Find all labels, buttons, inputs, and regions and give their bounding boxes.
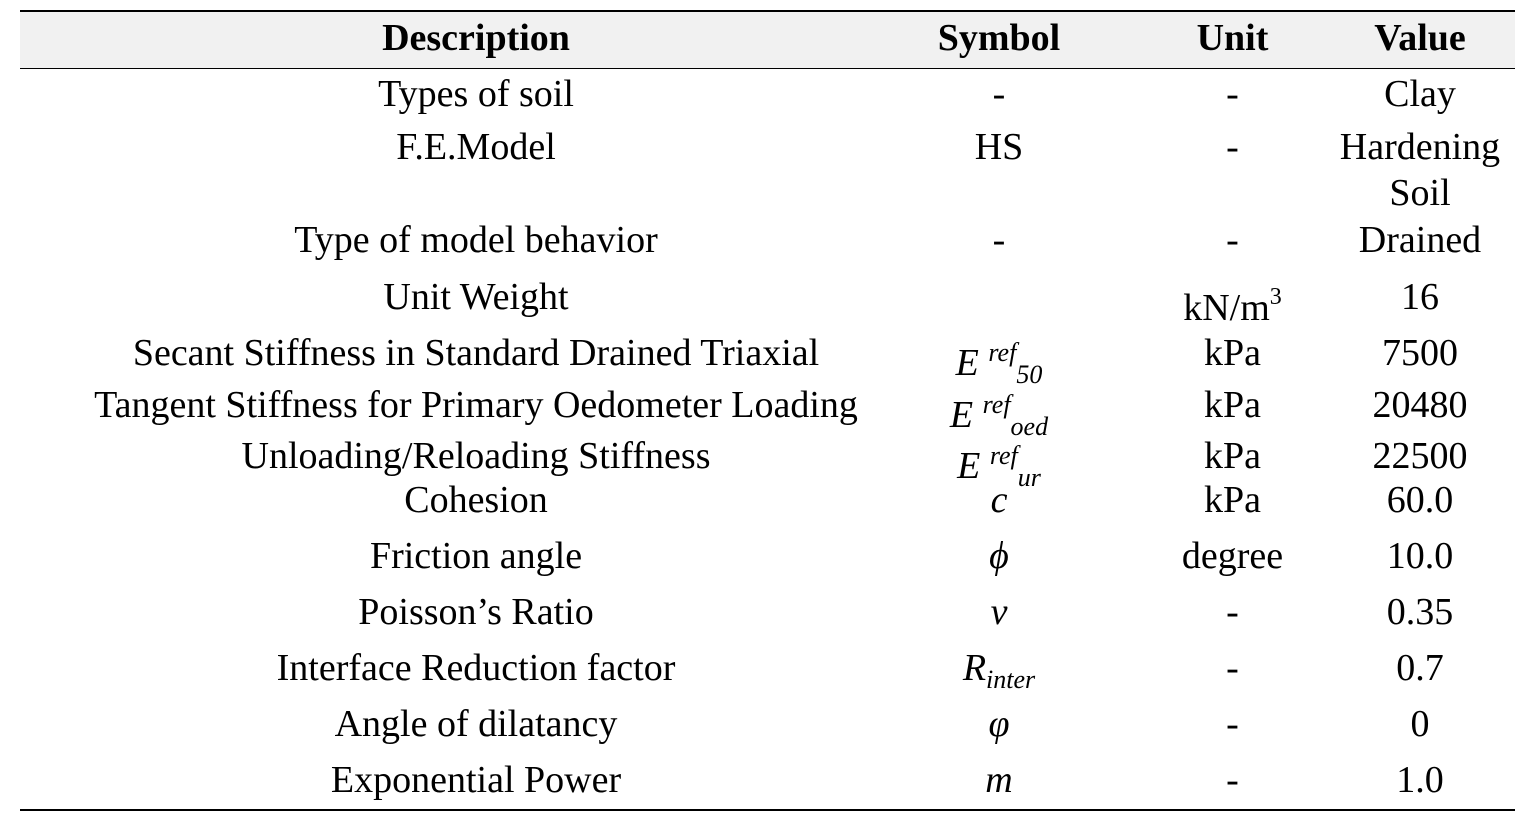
cell-unit: -	[1226, 647, 1239, 689]
cell-unit: kPa	[1204, 332, 1261, 374]
cell-unit: -	[1226, 703, 1239, 745]
cell-value: 1.0	[1396, 759, 1444, 801]
cell-value: Clay	[1384, 73, 1456, 115]
cell-description: Angle of dilatancy	[334, 703, 618, 745]
cell-value: 22500	[1372, 435, 1468, 477]
cell-value: 60.0	[1386, 479, 1454, 521]
cell-description: Types of soil	[378, 73, 574, 115]
cell-description: Interface Reduction factor	[276, 647, 676, 689]
cell-description: F.E.Model	[396, 126, 556, 168]
cell-unit: degree	[1181, 535, 1284, 577]
header-description: Description	[382, 17, 570, 59]
symbol-subscript: inter	[986, 665, 1036, 694]
header-unit: Unit	[1196, 17, 1269, 59]
cell-symbol: -	[992, 219, 1006, 261]
cell-unit: -	[1226, 219, 1239, 261]
symbol-main: E	[957, 445, 981, 487]
cell-value: 0.35	[1386, 591, 1454, 633]
cell-value: 20480	[1372, 384, 1468, 426]
cell-description: Type of model behavior	[294, 219, 658, 261]
cell-description: Exponential Power	[330, 759, 622, 801]
header-symbol: Symbol	[937, 17, 1061, 59]
cell-symbol: HS	[974, 126, 1024, 168]
symbol-subscript: ur	[1017, 463, 1041, 492]
table-header-row	[20, 12, 1515, 68]
symbol-subscript: 50	[1016, 360, 1043, 389]
cell-unit: kPa	[1204, 479, 1261, 521]
cell-description: Tangent Stiffness for Primary Oedometer Loading	[94, 384, 858, 426]
symbol-main: E	[949, 394, 974, 436]
cell-value: 0.7	[1396, 647, 1444, 689]
cell-unit: kPa	[1204, 384, 1261, 426]
soil-parameters-table	[20, 10, 1515, 812]
cell-unit: -	[1226, 591, 1239, 633]
cell-symbol: φ	[988, 703, 1010, 745]
cell-description: Friction angle	[369, 535, 583, 577]
cell-unit: kPa	[1204, 435, 1261, 477]
unit-superscript: 3	[1269, 284, 1282, 310]
cell-description: Secant Stiffness in Standard Drained Triaxial	[132, 332, 820, 374]
cell-value: 10.0	[1386, 535, 1454, 577]
cell-description: Unloading/Reloading Stiffness	[241, 435, 711, 477]
symbol-superscript: ref	[988, 338, 1017, 367]
header-value: Value	[1374, 17, 1466, 59]
unit-text: kN/m	[1183, 287, 1270, 329]
symbol-superscript: ref	[989, 441, 1018, 470]
cell-unit: -	[1226, 759, 1239, 801]
cell-description: Unit Weight	[383, 276, 569, 318]
cell-value: 16	[1401, 276, 1439, 318]
cell-value: 7500	[1382, 332, 1458, 374]
symbol-main: E	[955, 342, 979, 384]
cell-symbol: -	[992, 73, 1006, 115]
cell-value: 0	[1410, 703, 1430, 745]
cell-unit: -	[1226, 73, 1239, 115]
cell-symbol	[932, 645, 1066, 703]
cell-value: Hardening Soil	[1339, 126, 1501, 214]
cell-symbol: c	[990, 479, 1008, 521]
cell-unit: -	[1226, 126, 1239, 168]
table-header-rule	[20, 68, 1515, 69]
cell-symbol: v	[990, 591, 1008, 633]
cell-symbol: m	[985, 759, 1013, 801]
symbol-superscript: ref	[982, 390, 1011, 419]
cell-description: Poisson’s Ratio	[358, 591, 594, 633]
symbol-main: R	[962, 647, 987, 689]
cell-value: Drained	[1358, 219, 1482, 261]
cell-description: Cohesion	[404, 479, 548, 521]
cell-symbol: ϕ	[989, 535, 1009, 577]
table-bottom-rule	[20, 809, 1515, 811]
cell-unit	[1128, 274, 1337, 331]
symbol-subscript: oed	[1010, 412, 1049, 441]
